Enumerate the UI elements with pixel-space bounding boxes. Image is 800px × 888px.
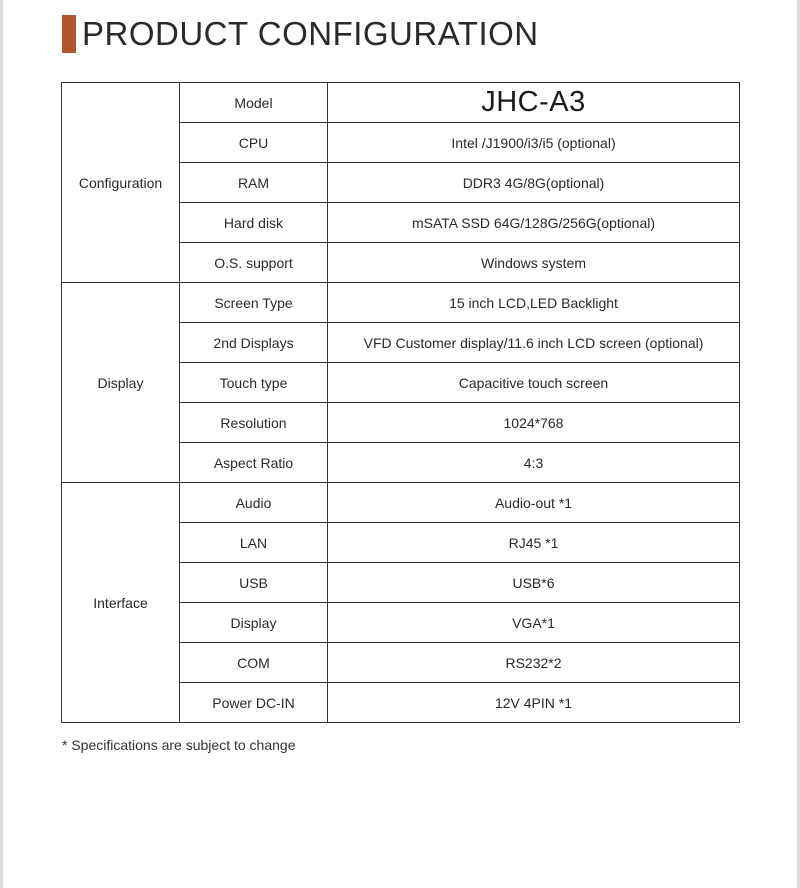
row-label: USB <box>180 563 328 603</box>
table-row <box>62 483 740 523</box>
row-label: Audio <box>180 483 328 523</box>
group-cell-interface: Interface <box>62 483 180 723</box>
row-value: Windows system <box>328 243 740 283</box>
row-value: Capacitive touch screen <box>328 363 740 403</box>
row-label: Resolution <box>180 403 328 443</box>
footnote: * Specifications are subject to change <box>62 737 296 753</box>
row-label: RAM <box>180 163 328 203</box>
group-cell-display: Display <box>62 283 180 483</box>
row-value: Intel /J1900/i3/i5 (optional) <box>328 123 740 163</box>
row-value: 15 inch LCD,LED Backlight <box>328 283 740 323</box>
row-label: Display <box>180 603 328 643</box>
row-value: USB*6 <box>328 563 740 603</box>
page-title: PRODUCT CONFIGURATION <box>82 15 539 52</box>
row-value: VFD Customer display/11.6 inch LCD screen (optional) <box>328 323 740 363</box>
row-value: 1024*768 <box>328 403 740 443</box>
title-accent-bar <box>62 15 76 53</box>
row-label: Screen Type <box>180 283 328 323</box>
row-label: Touch type <box>180 363 328 403</box>
row-value: VGA*1 <box>328 603 740 643</box>
row-value: mSATA SSD 64G/128G/256G(optional) <box>328 203 740 243</box>
row-value: DDR3 4G/8G(optional) <box>328 163 740 203</box>
row-value: 4:3 <box>328 443 740 483</box>
row-label: Power DC-IN <box>180 683 328 723</box>
model-value: JHC-A3 <box>328 83 740 123</box>
row-label: Aspect Ratio <box>180 443 328 483</box>
group-cell-configuration: Configuration <box>62 83 180 283</box>
row-label: LAN <box>180 523 328 563</box>
row-label: O.S. support <box>180 243 328 283</box>
spec-table <box>61 82 740 723</box>
row-label-model: Model <box>180 83 328 123</box>
row-value: 12V 4PIN *1 <box>328 683 740 723</box>
row-label: CPU <box>180 123 328 163</box>
table-row <box>62 283 740 323</box>
row-value: RS232*2 <box>328 643 740 683</box>
table-row <box>62 83 740 123</box>
page-header <box>62 14 539 54</box>
row-label: Hard disk <box>180 203 328 243</box>
row-value: RJ45 *1 <box>328 523 740 563</box>
row-label: COM <box>180 643 328 683</box>
page-edge-left <box>0 0 3 888</box>
row-label: 2nd Displays <box>180 323 328 363</box>
row-value: Audio-out *1 <box>328 483 740 523</box>
